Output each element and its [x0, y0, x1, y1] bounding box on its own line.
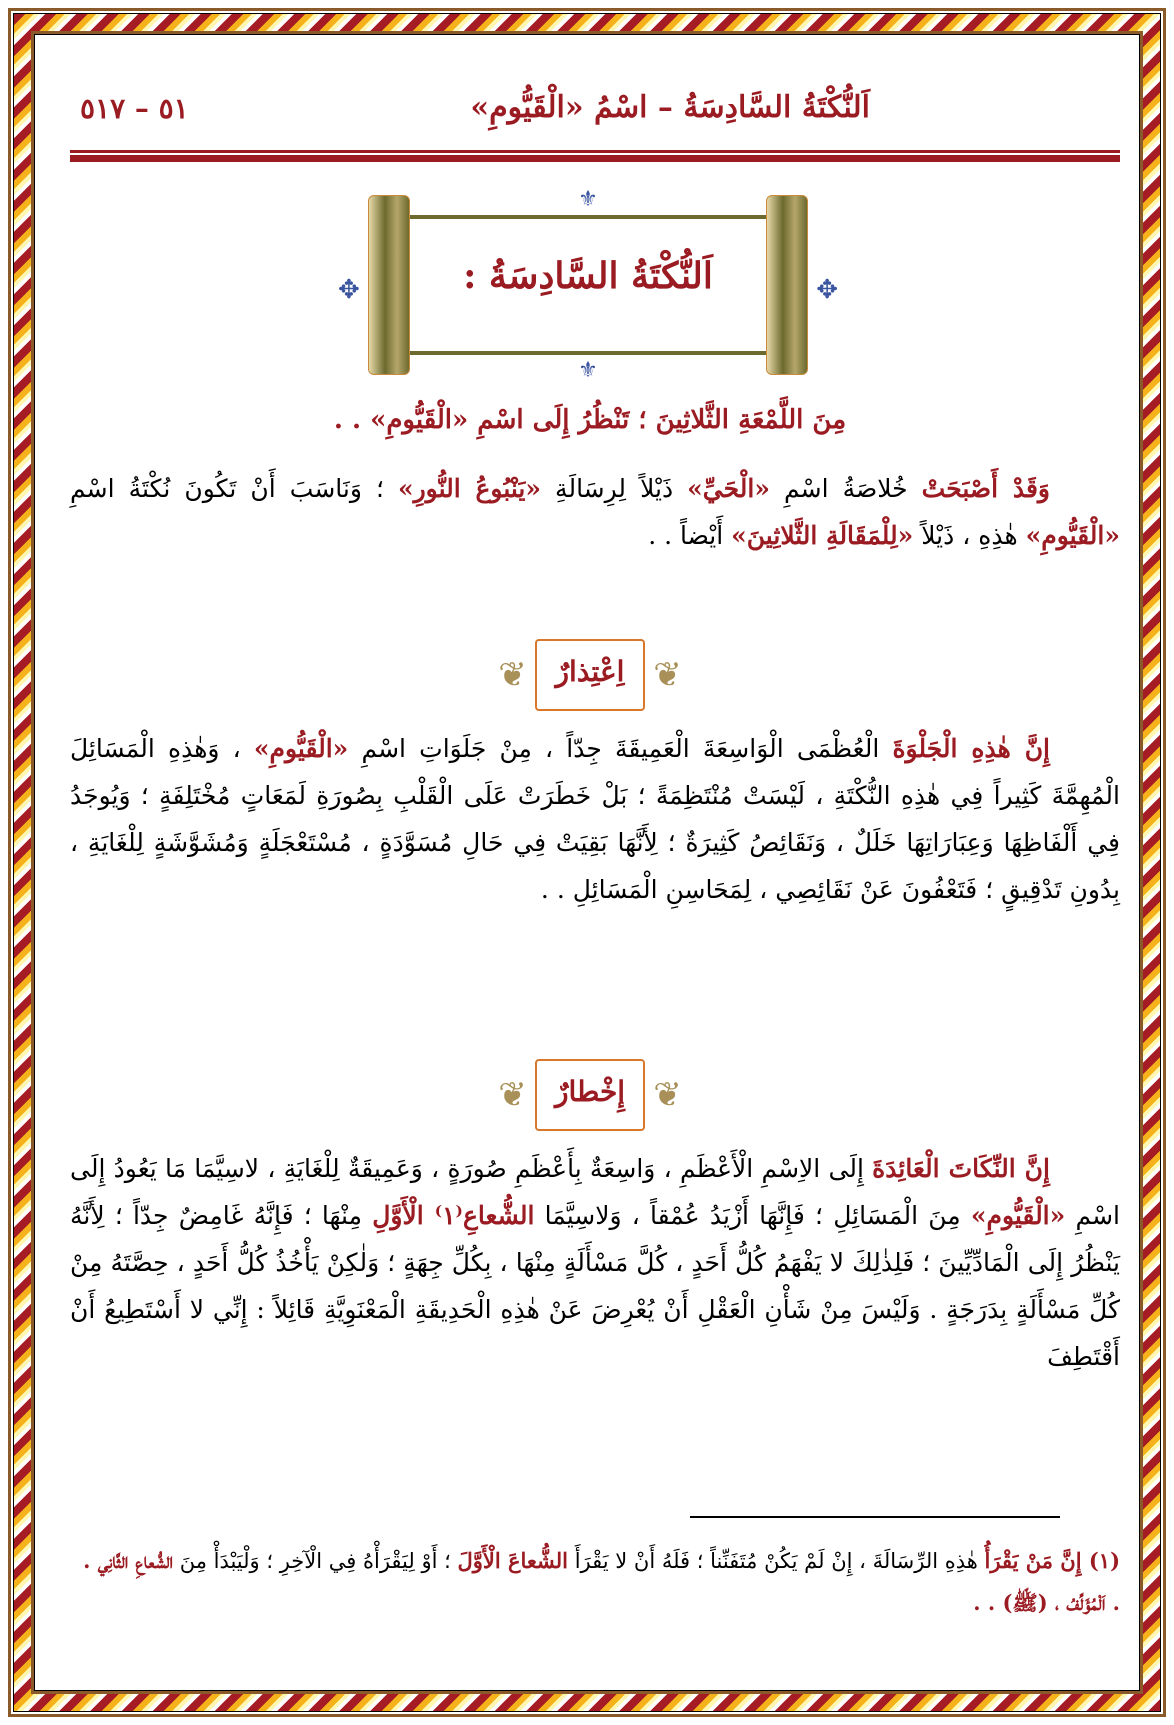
footnote-separator [690, 1516, 1060, 1518]
text-segment: خُلاصَةُ اسْمِ [769, 474, 922, 503]
highlight-segment: الشُّعاعِ الثَّانِي . . اَلْمُؤَلِّفُ ، (ﷺ) . . [83, 1548, 1120, 1615]
text-segment: ؛ وَنَاسَبَ أَنْ تَكُونَ نُكْتَةُ اسْمِ [70, 474, 398, 503]
highlight-segment: «الْحَيِّ» [687, 474, 770, 503]
footnote-marker: ⁽١⁾ [423, 1201, 463, 1230]
floral-ornament-icon: ❦ [653, 1075, 682, 1115]
heading-warning: إِخْطارٌ [554, 1075, 626, 1108]
highlight-segment: الْأَوَّلِ [372, 1201, 424, 1230]
highlight-segment: «الْقَيُّومِ» [970, 1201, 1066, 1230]
heading-frame-warning [490, 1055, 690, 1135]
text-segment: ذَيْلاً لِرِسَالَةِ [541, 474, 688, 503]
lead-phrase: وَقَدْ أَصْبَحَتْ [921, 474, 1050, 503]
heading-apology: اِعْتِذارٌ [555, 655, 625, 688]
header-rule-thin [70, 150, 1120, 153]
fleur-ornament-icon: ✥ [816, 275, 838, 305]
page-content [60, 60, 1120, 1680]
title-ornament-frame [338, 187, 838, 383]
text-segment: أَيْضاً . . [648, 521, 732, 550]
header-rule-thick [70, 155, 1120, 162]
intro-paragraph [70, 465, 1120, 559]
fleur-ornament-icon: ⚜ [578, 187, 598, 212]
footnote-lead: (١) إِنَّ مَنْ يَقْرَأُ [984, 1548, 1120, 1573]
fleur-ornament-icon: ⚜ [578, 358, 598, 383]
fleur-ornament-icon: ✥ [338, 275, 360, 305]
section-title: اَلنُّكْتَةُ السَّادِسَةُ : [463, 255, 713, 297]
text-segment: مِنْهَا ؛ فَإِنَّهُ غَامِضٌ جِدّاً ؛ لِأَنَّهُ يَنْظُرُ إِلَى الْمَادِّيِّينَ ؛ فَلِذٰلِكَ لا يَفْهَمُ كُلُّ أَحَدٍ ، كُلَّ مَسْأَلَةٍ مِنْهَا ، بِكُلِّ جِهَةٍ ؛ وَلٰكِنْ يَأْخُذُ كُلُّ أَحَدٍ ، حِصَّتَهُ مِنْ كُلِّ مَسْأَلَةٍ بِدَرَجَةٍ . وَلَيْسَ مِنْ شَأْنِ الْعَقْلِ أَنْ يُعْرِضَ عَنْ هٰذِهِ الْحَدِيقَةِ الْمَعْنَوِيَّةِ قَائِلاً : إِنِّي لا أَسْتَطِيعُ أَنْ أَقْتَطِفَ [70, 1201, 1120, 1371]
floral-ornament-icon: ❦ [498, 655, 527, 695]
text-segment: ، وَهٰذِهِ الْمَسَائِلَ الْمُهِمَّةَ كَثِيراً فِي هٰذِهِ النُّكْتَةِ ، لَيْسَتْ مُنْتَظِمَةً ؛ بَلْ خَطَرَتْ عَلَى الْقَلْبِ بِصُورَةِ لَمَعَاتٍ مُخْتَلِفَةٍ ؛ وَيُوجَدُ فِي أَلْفَاظِهَا وَعِبَارَاتِهَا خَلَلٌ ، وَنَقَائِصُ كَثِيرَةٌ ؛ لِأَنَّهَا بَقِيَتْ فِي حَالِ مُسَوَّدَةٍ ، مُسْتَعْجَلَةٍ وَمُشَوَّشَةٍ لِلْغَايَةِ ، بِدُونِ تَدْقِيقٍ ؛ فَتَعْفُونَ عَنْ نَقَائِصِي ، لِمَحَاسِنِ الْمَسَائِلِ . . [70, 734, 1120, 904]
highlight-segment: الشُّعاعَ الْأَوَّلَ [457, 1548, 569, 1573]
text-segment: ؛ أَوْ لِيَقْرَأْهُ فِي الْآخِرِ ؛ وَلْيَبْدَأْ مِنَ [173, 1549, 458, 1573]
text-segment: الْعُظْمَى الْوَاسِعَةَ الْعَمِيقَةَ جِدّاً ، مِنْ جَلَوَاتِ اسْمِ [348, 734, 893, 763]
highlight-segment: «الْقَيُّومِ» [1025, 521, 1120, 550]
warning-paragraph [70, 1145, 1120, 1380]
floral-ornament-icon: ❦ [498, 1075, 527, 1115]
footnote [70, 1540, 1120, 1624]
running-header [70, 90, 1120, 140]
page-number: ٥١ – ٥١٧ [80, 92, 189, 125]
heading-frame-apology [490, 635, 690, 715]
highlight-segment: «يَنْبُوعُ النُّورِ» [397, 474, 541, 503]
lead-phrase: إِنَّ هٰذِهِ الْجَلْوَةَ [892, 734, 1050, 763]
apology-paragraph [70, 725, 1120, 913]
highlight-segment: «الْقَيُّومِ» [253, 734, 349, 763]
highlight-segment: «لِلْمَقَالَةِ الثَّلاثِينَ» [731, 521, 914, 550]
floral-ornament-icon: ❦ [653, 655, 682, 695]
text-segment: إِلَى الاِسْمِ الْأَعْظَمِ ، وَاسِعَةٌ بِأَعْظَمِ صُورَةٍ ، وَعَمِيقَةٌ لِلْغَايَةِ ، لاسِيَّمَا مَا يَعُودُ إِلَى اسْمِ [70, 1154, 1121, 1230]
subtitle: مِنَ اللَّمْعَةِ الثَّلاثِينَ ؛ تَنْظُرُ إِلَى اسْمِ «الْقَيُّومِ» . . [333, 405, 847, 435]
lead-phrase: إِنَّ النِّكَاتَ الْعَائِدَةَ [872, 1154, 1050, 1183]
text-segment: هٰذِهِ ، ذَيْلاً [913, 521, 1026, 550]
header-title: اَلنُّكْتَةُ السَّادِسَةُ – اسْمُ «الْقَيُّومِ» [470, 90, 870, 125]
text-segment: هٰذِهِ الرِّسَالَةَ ، إِنْ لَمْ يَكُنْ مُتَفَنِّناً ؛ فَلَهُ أَنْ لا يَقْرَأَ [568, 1549, 985, 1573]
highlight-segment: الشُّعاعِ [462, 1201, 535, 1230]
text-segment: مِنَ الْمَسَائِلِ ؛ فَإِنَّهَا أَزْيَدُ عُمْقاً ، وَلاسِيَّمَا [534, 1201, 971, 1230]
